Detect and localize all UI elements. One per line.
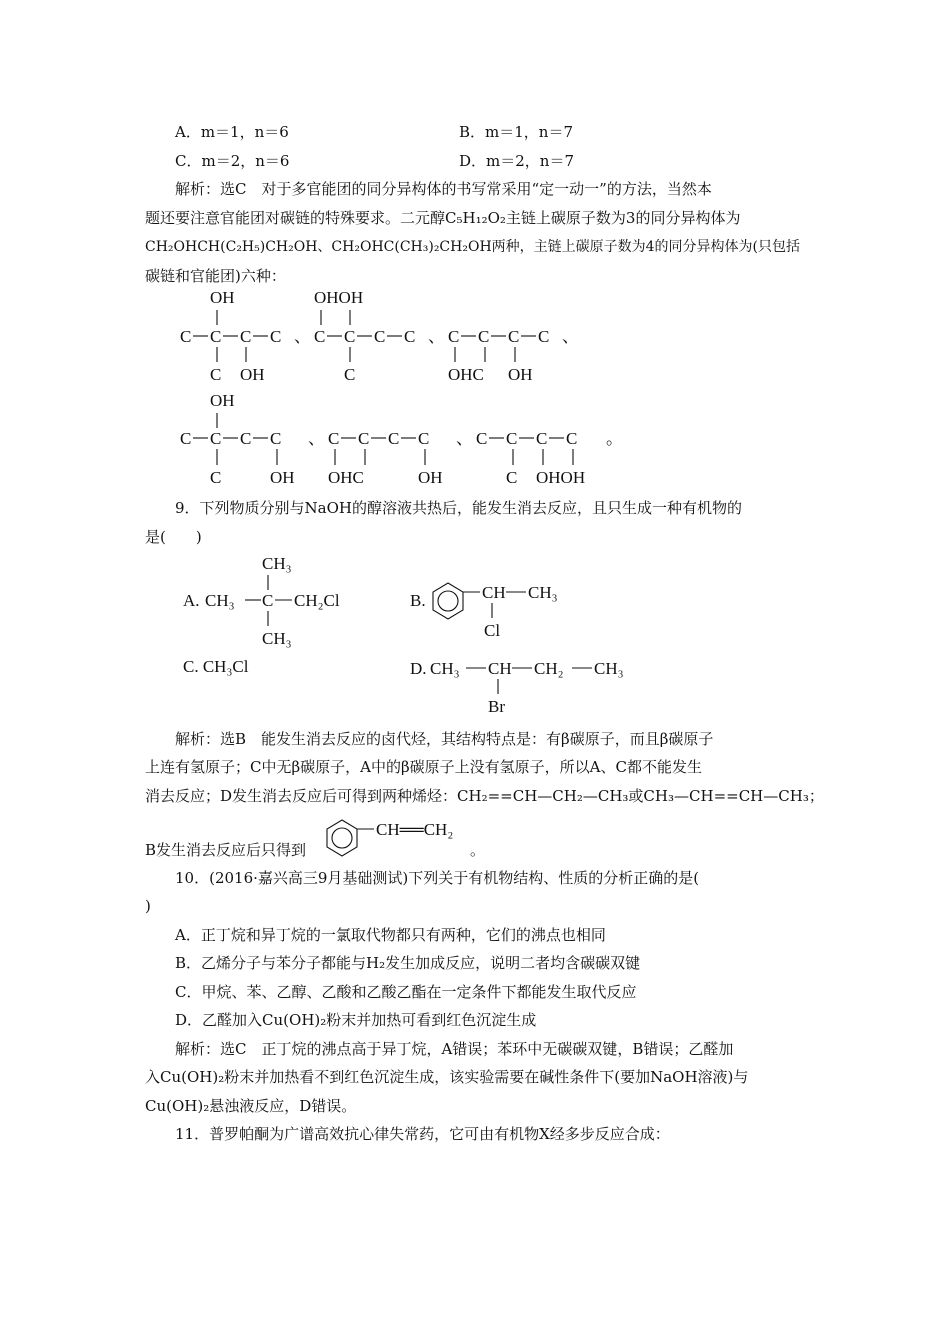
svg-text:CH₃: CH₃ (594, 659, 624, 678)
svg-text:OHC: OHC (448, 365, 484, 384)
svg-text:C: C (506, 468, 518, 487)
svg-text:C: C (270, 429, 282, 448)
svg-text:OH: OH (240, 365, 265, 384)
q10-option-c: C．甲烷、苯、乙醇、乙酸和乙酸乙酯在一定条件下都能发生取代反应 (175, 983, 637, 1001)
q9-explanation-line: 消去反应；D发生消去反应后可得到两种烯烃：CH₂==CH—CH₂—CH₃或CH₃—CH==CH—CH₃； (145, 787, 824, 805)
q9-explanation-line: B发生消去反应后只得到 (145, 841, 307, 859)
q8-explanation-line: 解析：选C 对于多官能团的同分异构体的书写常采用“定一动一”的方法，当然本 (175, 180, 712, 198)
q9-structure-a (183, 554, 340, 648)
isomer-structure-5 (328, 429, 443, 487)
svg-text:B.: B. (410, 591, 426, 610)
svg-text:C: C (448, 327, 460, 346)
svg-text:C: C (476, 429, 488, 448)
svg-text:C: C (240, 327, 252, 346)
svg-text:C: C (262, 591, 274, 610)
isomer-structure-6 (476, 429, 585, 487)
svg-text:OHOH: OHOH (314, 288, 364, 307)
q9-structure-d (410, 659, 624, 716)
svg-text:CH₃: CH₃ (528, 583, 558, 602)
svg-text:CH: CH (482, 583, 506, 602)
svg-text:C: C (180, 327, 192, 346)
svg-text:Cl: Cl (484, 621, 501, 640)
q8-option-d: D．m＝2，n＝7 (459, 152, 574, 170)
svg-text:C: C (388, 429, 400, 448)
svg-text:。: 。 (606, 429, 623, 448)
svg-text:CH₃: CH₃ (430, 659, 460, 678)
svg-text:OH: OH (508, 365, 533, 384)
svg-text:Br: Br (488, 697, 505, 716)
svg-text:C: C (240, 429, 252, 448)
svg-text:C: C (404, 327, 416, 346)
isomer-structure-4 (180, 391, 295, 487)
svg-text:CH₃: CH₃ (262, 554, 292, 573)
q8-option-b: B．m＝1，n＝7 (459, 123, 573, 141)
svg-text:C: C (566, 429, 578, 448)
q9-stem: 9．下列物质分别与NaOH的醇溶液共热后，能发生消去反应，且只生成一种有机物的 (175, 499, 742, 517)
q10-explanation-line: 入Cu(OH)₂粉末并加热看不到红色沉淀生成，该实验需要在碱性条件下(要加NaOH溶液)与 (145, 1068, 749, 1086)
q10-option-d: D．乙醛加入Cu(OH)₂粉末并加热可看到红色沉淀生成 (175, 1011, 537, 1029)
svg-text:、: 、 (308, 429, 325, 448)
isomer-structure-2 (314, 288, 415, 384)
q10-option-b: B．乙烯分子与苯分子都能与H₂发生加成反应，说明二者均含碳碳双键 (175, 954, 641, 972)
svg-text:C: C (328, 429, 340, 448)
svg-text:CH₃: CH₃ (262, 629, 292, 648)
q10-explanation-line: 解析：选C 正丁烷的沸点高于异丁烷，A错误；苯环中无碳碳双键，B错误；乙醛加 (175, 1040, 734, 1058)
svg-text:、: 、 (294, 327, 311, 346)
q9-option-c: C. CH₃Cl (183, 657, 249, 676)
svg-text:C: C (210, 468, 222, 487)
q8-explanation-line: CH₂OHCH(C₂H₅)CH₂OH、CH₂OHC(CH₃)₂CH₂OH两种，主链上碳原子数为4的同分异构体为(只包括 (145, 239, 801, 255)
svg-text:C: C (344, 327, 356, 346)
q8-explanation-line: 题还要注意官能团对碳链的特殊要求。二元醇C₅H₁₂O₂主链上碳原子数为3的同分异构体为 (145, 209, 741, 227)
svg-text:C: C (314, 327, 326, 346)
svg-text:OH: OH (210, 288, 235, 307)
svg-text:D.: D. (410, 659, 427, 678)
svg-text:CH══CH₂: CH══CH₂ (376, 820, 454, 839)
svg-text:OH: OH (270, 468, 295, 487)
q9-explanation-line: 解析：选B 能发生消去反应的卤代烃，其结构特点是：有β碳原子，而且β碳原子 (175, 730, 714, 748)
svg-text:OHOH: OHOH (536, 468, 586, 487)
svg-text:OH: OH (418, 468, 443, 487)
svg-text:CH₂: CH₂ (534, 659, 564, 678)
svg-text:C: C (344, 365, 356, 384)
q9-structure-b (410, 583, 558, 640)
svg-text:C: C (508, 327, 520, 346)
isomer-structure-1 (180, 288, 281, 384)
svg-text:C: C (180, 429, 192, 448)
q8-explanation-line: 碳链和官能团)六种： (145, 267, 286, 285)
q10-stem: ) (145, 897, 151, 915)
svg-text:C: C (210, 365, 222, 384)
svg-text:C: C (374, 327, 386, 346)
svg-text:C: C (270, 327, 282, 346)
svg-text:C: C (210, 327, 222, 346)
svg-text:CH₂Cl: CH₂Cl (294, 591, 340, 610)
q9-stem: 是( ) (145, 528, 202, 546)
svg-text:OH: OH (210, 391, 235, 410)
svg-text:CH₃: CH₃ (205, 591, 235, 610)
q9-explanation-end: 。 (470, 841, 486, 859)
svg-text:OHC: OHC (328, 468, 364, 487)
svg-text:C: C (478, 327, 490, 346)
svg-text:CH: CH (488, 659, 512, 678)
svg-text:、: 、 (428, 327, 445, 346)
svg-text:C: C (418, 429, 430, 448)
svg-text:、: 、 (562, 327, 579, 346)
svg-text:C: C (210, 429, 222, 448)
q8-option-a: A．m＝1，n＝6 (175, 123, 289, 141)
styrene-structure (327, 820, 453, 856)
q10-stem: 10．(2016·嘉兴高三9月基础测试)下列关于有机物结构、性质的分析正确的是( (175, 869, 700, 887)
svg-text:C: C (358, 429, 370, 448)
q9-explanation-line: 上连有氢原子；C中无β碳原子，A中的β碳原子上没有氢原子，所以A、C都不能发生 (145, 758, 702, 776)
isomer-structure-3 (448, 327, 549, 384)
q8-option-c: C．m＝2，n＝6 (175, 152, 290, 170)
q10-explanation-line: Cu(OH)₂悬浊液反应，D错误。 (145, 1097, 357, 1115)
svg-text:C: C (538, 327, 550, 346)
q10-option-a: A．正丁烷和异丁烷的一氯取代物都只有两种，它们的沸点也相同 (175, 926, 606, 944)
svg-text:C: C (506, 429, 518, 448)
svg-text:C: C (536, 429, 548, 448)
svg-text:、: 、 (456, 429, 473, 448)
q11-stem: 11．普罗帕酮为广谱高效抗心律失常药，它可由有机物X经多步反应合成： (175, 1125, 670, 1143)
svg-text:A.: A. (183, 591, 200, 610)
